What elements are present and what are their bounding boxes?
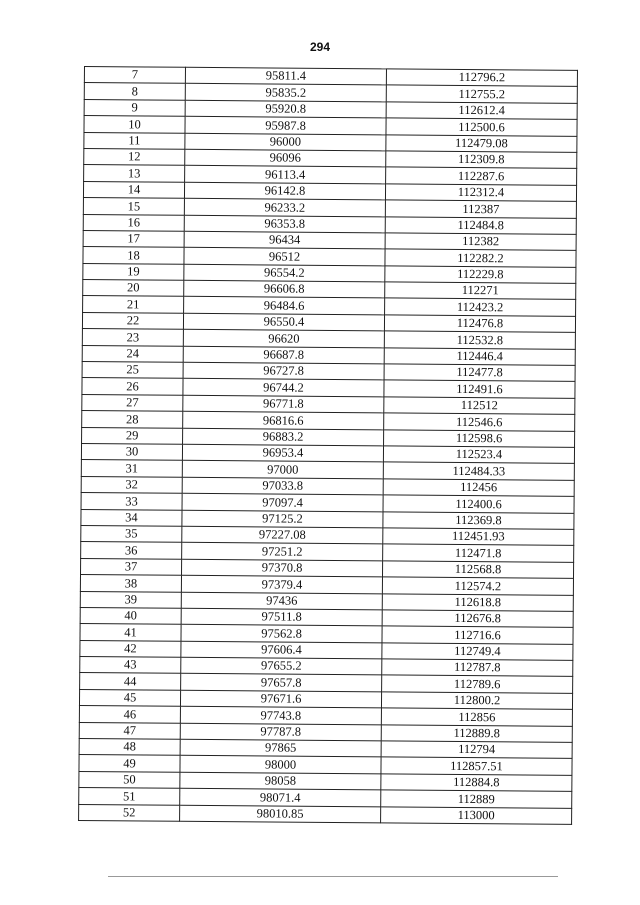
row-number-cell: 18 xyxy=(83,247,184,264)
x-value-cell: 97562.8 xyxy=(181,625,382,643)
row-number-cell: 16 xyxy=(83,214,184,231)
x-value-cell: 96953.4 xyxy=(182,444,383,462)
y-value-cell: 112676.8 xyxy=(382,610,573,628)
row-number-cell: 30 xyxy=(81,443,182,460)
row-number-cell: 52 xyxy=(79,804,180,821)
row-number-cell: 47 xyxy=(79,722,180,739)
y-value-cell: 112800.2 xyxy=(381,692,572,710)
x-value-cell: 96620 xyxy=(183,330,384,348)
x-value-cell: 97511.8 xyxy=(181,608,382,626)
x-value-cell: 96550.4 xyxy=(183,313,384,331)
x-value-cell: 96353.8 xyxy=(184,215,385,233)
x-value-cell: 96000 xyxy=(185,133,386,151)
x-value-cell: 97606.4 xyxy=(181,641,382,659)
row-number-cell: 17 xyxy=(83,230,184,247)
row-number-cell: 37 xyxy=(81,558,182,575)
row-number-cell: 25 xyxy=(82,362,183,379)
row-number-cell: 24 xyxy=(82,345,183,362)
y-value-cell: 112618.8 xyxy=(382,593,573,611)
y-value-cell: 112282.2 xyxy=(385,249,576,267)
row-number-cell: 10 xyxy=(84,116,185,133)
y-value-cell: 112612.4 xyxy=(386,102,577,120)
x-value-cell: 96744.2 xyxy=(183,379,384,397)
y-value-cell: 113000 xyxy=(381,806,572,824)
row-number-cell: 50 xyxy=(79,771,180,788)
coordinates-table-body xyxy=(79,67,578,825)
y-value-cell: 112484.8 xyxy=(385,216,576,234)
x-value-cell: 96233.2 xyxy=(184,198,385,216)
row-number-cell: 36 xyxy=(81,542,182,559)
y-value-cell: 112716.6 xyxy=(382,626,573,644)
row-number-cell: 28 xyxy=(82,411,183,428)
y-value-cell: 112229.8 xyxy=(385,266,576,284)
row-number-cell: 32 xyxy=(81,476,182,493)
y-value-cell: 112755.2 xyxy=(386,85,577,103)
y-value-cell: 112476.8 xyxy=(384,315,575,333)
x-value-cell: 95835.2 xyxy=(185,84,386,102)
x-value-cell: 97000 xyxy=(182,461,383,479)
y-value-cell: 112787.8 xyxy=(382,659,573,677)
y-value-cell: 112523.4 xyxy=(383,446,574,464)
x-value-cell: 96434 xyxy=(184,231,385,249)
x-value-cell: 97436 xyxy=(181,592,382,610)
y-value-cell: 112287.6 xyxy=(386,167,577,185)
y-value-cell: 112512 xyxy=(384,397,575,415)
y-value-cell: 112471.8 xyxy=(383,544,574,562)
table-row xyxy=(79,804,572,824)
y-value-cell: 112796.2 xyxy=(386,69,577,87)
y-value-cell: 112789.6 xyxy=(382,675,573,693)
page-bottom-rule xyxy=(108,876,558,877)
x-value-cell: 97125.2 xyxy=(182,510,383,528)
y-value-cell: 112451.93 xyxy=(383,528,574,546)
x-value-cell: 97227.08 xyxy=(182,526,383,544)
row-number-cell: 26 xyxy=(82,378,183,395)
y-value-cell: 112856 xyxy=(381,708,572,726)
y-value-cell: 112477.8 xyxy=(384,364,575,382)
row-number-cell: 11 xyxy=(84,132,185,149)
row-number-cell: 9 xyxy=(84,99,185,116)
row-number-cell: 7 xyxy=(84,67,185,84)
row-number-cell: 23 xyxy=(82,329,183,346)
row-number-cell: 40 xyxy=(80,607,181,624)
row-number-cell: 34 xyxy=(81,509,182,526)
y-value-cell: 112574.2 xyxy=(382,577,573,595)
y-value-cell: 112387 xyxy=(385,200,576,218)
row-number-cell: 41 xyxy=(80,624,181,641)
y-value-cell: 112491.6 xyxy=(384,380,575,398)
row-number-cell: 19 xyxy=(83,263,184,280)
x-value-cell: 96606.8 xyxy=(184,280,385,298)
y-value-cell: 112312.4 xyxy=(385,184,576,202)
row-number-cell: 45 xyxy=(79,689,180,706)
x-value-cell: 96113.4 xyxy=(185,166,386,184)
row-number-cell: 14 xyxy=(83,181,184,198)
y-value-cell: 112884.8 xyxy=(381,774,572,792)
x-value-cell: 98010.85 xyxy=(180,805,381,823)
row-number-cell: 21 xyxy=(83,296,184,313)
y-value-cell: 112546.6 xyxy=(384,413,575,431)
row-number-cell: 44 xyxy=(80,673,181,690)
x-value-cell: 97671.6 xyxy=(180,690,381,708)
y-value-cell: 112369.8 xyxy=(383,511,574,529)
row-number-cell: 29 xyxy=(82,427,183,444)
y-value-cell: 112400.6 xyxy=(383,495,574,513)
y-value-cell: 112382 xyxy=(385,233,576,251)
x-value-cell: 97033.8 xyxy=(182,477,383,495)
x-value-cell: 96687.8 xyxy=(183,346,384,364)
row-number-cell: 33 xyxy=(81,493,182,510)
x-value-cell: 96816.6 xyxy=(183,411,384,429)
row-number-cell: 42 xyxy=(80,640,181,657)
row-number-cell: 15 xyxy=(83,198,184,215)
x-value-cell: 96883.2 xyxy=(183,428,384,446)
row-number-cell: 20 xyxy=(83,280,184,297)
y-value-cell: 112568.8 xyxy=(382,561,573,579)
row-number-cell: 22 xyxy=(82,312,183,329)
x-value-cell: 96771.8 xyxy=(183,395,384,413)
coordinates-table-container xyxy=(78,66,574,825)
row-number-cell: 31 xyxy=(81,460,182,477)
y-value-cell: 112794 xyxy=(381,741,572,759)
y-value-cell: 112598.6 xyxy=(384,429,575,447)
x-value-cell: 97370.8 xyxy=(182,559,383,577)
x-value-cell: 96142.8 xyxy=(184,182,385,200)
x-value-cell: 98000 xyxy=(180,756,381,774)
row-number-cell: 38 xyxy=(80,575,181,592)
y-value-cell: 112423.2 xyxy=(385,298,576,316)
x-value-cell: 97655.2 xyxy=(181,657,382,675)
row-number-cell: 51 xyxy=(79,788,180,805)
x-value-cell: 97743.8 xyxy=(180,707,381,725)
row-number-cell: 43 xyxy=(80,657,181,674)
coordinates-table xyxy=(78,66,578,825)
x-value-cell: 97097.4 xyxy=(182,493,383,511)
x-value-cell: 95987.8 xyxy=(185,116,386,134)
x-value-cell: 97657.8 xyxy=(181,674,382,692)
y-value-cell: 112749.4 xyxy=(382,643,573,661)
row-number-cell: 27 xyxy=(82,394,183,411)
x-value-cell: 96096 xyxy=(185,149,386,167)
row-number-cell: 35 xyxy=(81,525,182,542)
x-value-cell: 97251.2 xyxy=(182,543,383,561)
page-number: 294 xyxy=(309,40,331,54)
y-value-cell: 112456 xyxy=(383,479,574,497)
row-number-cell: 46 xyxy=(79,706,180,723)
y-value-cell: 112889.8 xyxy=(381,724,572,742)
y-value-cell: 112889 xyxy=(381,790,572,808)
x-value-cell: 97379.4 xyxy=(181,575,382,593)
row-number-cell: 39 xyxy=(80,591,181,608)
x-value-cell: 96484.6 xyxy=(184,297,385,315)
y-value-cell: 112309.8 xyxy=(386,151,577,169)
row-number-cell: 49 xyxy=(79,755,180,772)
x-value-cell: 98071.4 xyxy=(180,788,381,806)
row-number-cell: 13 xyxy=(84,165,185,182)
y-value-cell: 112857.51 xyxy=(381,757,572,775)
x-value-cell: 98058 xyxy=(180,772,381,790)
x-value-cell: 97865 xyxy=(180,739,381,757)
y-value-cell: 112446.4 xyxy=(384,348,575,366)
y-value-cell: 112532.8 xyxy=(384,331,575,349)
x-value-cell: 97787.8 xyxy=(180,723,381,741)
row-number-cell: 48 xyxy=(79,738,180,755)
x-value-cell: 96554.2 xyxy=(184,264,385,282)
row-number-cell: 12 xyxy=(84,148,185,165)
row-number-cell: 8 xyxy=(84,83,185,100)
y-value-cell: 112484.33 xyxy=(383,462,574,480)
x-value-cell: 95811.4 xyxy=(185,67,386,85)
y-value-cell: 112479.08 xyxy=(386,134,577,152)
y-value-cell: 112500.6 xyxy=(386,118,577,136)
y-value-cell: 112271 xyxy=(385,282,576,300)
x-value-cell: 95920.8 xyxy=(185,100,386,118)
x-value-cell: 96512 xyxy=(184,248,385,266)
x-value-cell: 96727.8 xyxy=(183,362,384,380)
